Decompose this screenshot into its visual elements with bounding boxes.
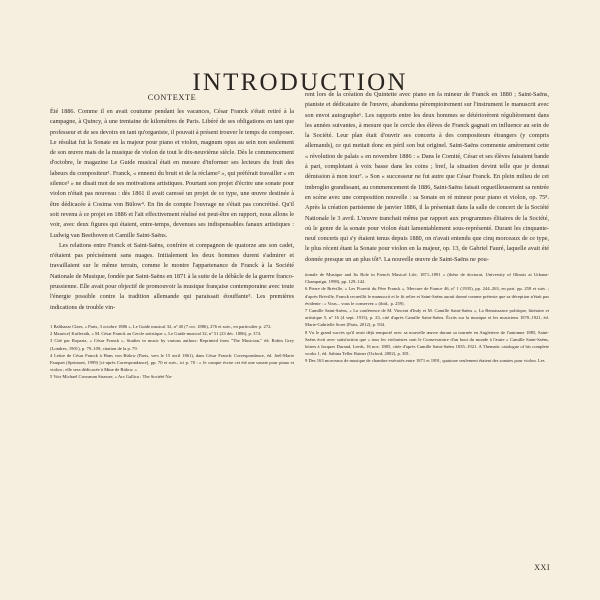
footnote: 2 Maurice] Kufferath, « M. César Franck au Cercle artistique », Le Guide musical 32, nº 51 (23 déc. 1886), p. 374. [50,331,262,337]
page-title: INTRODUCTION [192,68,408,96]
footnotes [305,271,549,365]
footnote: 7 Camille Saint-Saëns, « La conférence de M. Vincent d'Indy et M. Camille Saint-Saëns », La Renaissance politique, littéraire et artistique 5, nº 16 (4 sept. 1915), p. 23, cité d'après Camille Saint-Saëns. Écrits sur la musique et les musiciens 1870–1921, éd. Marie-Gabrielle Soret (Paris, 2012), p. 934. [305,308,549,328]
body-paragraph: Été 1886. Comme il en avait coutume pendant les vacances, César Franck s'était retiré à la campagne, à Quincy, à une trentaine de kilomètres de Paris. Libéré de ses obligations en tant que professeur et de ses devoirs en tant qu'organiste, il pouvait à présent trouver le temps de composer. Le résultat fut la Sonate en la majeur pour piano et violon, magnum opus au sein non seulement de son œuvre mais de la musique de violon de tout le dix-neuvième siècle. Dès le commencement d'octobre, le magazine Le Guide musical était en mesure d'informer ses lecteurs du fruit des labeurs du compositeur¹. Franck, « ennemi du bruit et de la réclame² », qui préférait travailler « en silence³ » ne disait mot de ses motivations artistiques. Pourtant son projet d'écrire une sonate pour violon n'était pas nouveau : dès 1861 il avait caressé un projet de ce type, une œuvre destinée à être dédicacée à Cosima von Bülow⁴. En fin de compte l'ouvrage ne s'était pas concrétisé. Qu'il soit revenu à ce projet en 1886 et l'ait effectivement réalisé est peut-être en rapport, nous allons le voir, avec deux figures qui étaient, entre-temps, devenues ses indispensables fanaux artistiques : Ludwig van Beethoven et Camille Saint-Saëns. [50,108,294,239]
left-column [50,90,294,381]
body-paragraph: Les relations entre Franck et Saint-Saëns, confrère et compagnon de quatorze ans son cadet, n'étaient pas précisément sans nuages. Initialement les deux hommes durent s'admirer et travaillaient sur le même terrain, comme le montre l'appartenance de Franck à la Société Nationale de Musique, fondée par Saint-Saëns en 1871 à la suite de la débâcle de la guerre franco-prussienne. Elle avait pour objectif de promouvoir la musique française contemporaine avec toute l'énergie possible contre la tradition allemande qui paraissait étouffante⁵. Les premières indications de trouble vin- [50,241,294,311]
footnote: 6 Pierre de Bréville, « Les Fioretti du Père Franck », Mercure de France 46, nº 1 (1935), pp. 244–263, en part. pp. 258 et suiv. ; d'après Bréville, Franck recueillit le manuscrit et le fit relier et Saint-Saëns aurait donné comme prétexte que sa déception n'était pas évidente : « Vous... vous le conservez » (ibid., p. 259). [305,286,549,306]
footnote: 5 Voir Michael Crossman Strasser, « Ars Gallica : The Société Na- [50,374,173,380]
section-heading: CONTEXTE [147,93,197,102]
footnote: 4 Lettre de César Franck à Hans von Bülow (Paris, vers le 15 avril 1861), dans César Franck: Correspondance, éd. Joël-Marie Fauquet (Sprimont, 1999) [ci-après Correspondance], pp. 70 et suiv., ici p. 70 : « Je compte écrire cet été une sonate pour piano et violon ; elle sera dédicacée à Mme de Bülow. » [50,352,294,373]
page-number: XXI [534,563,550,572]
body-paragraph: rent lors de la création du Quintette avec piano en fa mineur de Franck en 1880 ; Saint-Saëns, pianiste et dédicataire de l'œuvre, abandonna péremptoirement sur l'instrument le manuscrit avec son envoi autographe⁶. Les rapports entre les deux hommes se détériorèrent régulièrement dans les années suivantes, à mesure que le cercle des élèves de Franck gagnait en influence au sein de la Société. Leur plan était d'ouvrir ses concerts à des compositeurs étrangers (y compris allemands), ce qui mettait donc en péril son but originel. Saint-Saëns commente amèrement cette « révolution de palais » en novembre 1886 : « Dans le Comité, César et ses élèves faisaient bande à part, complotant à voix basse dans les coins ; bref, la situation devint telle que je donnai démission à mon tour⁷. » Son « successeur ne fut autre que César Franck. En plein milieu de cet imbroglio grandissant, au commencement de 1886, Saint-Saëns faisait orgueilleusement sa rentrée en scène avec une composition nouvelle : sa Sonate en ré mineur pour piano et violon, op. 75⁸. Après la création parisienne de janvier 1886, il la présentait dans la salle de concert de la Société Nationale le 3 avril. L'œuvre tranchait même par rapport aux programmes élitaires de la Société, où le genre de la sonate pour violon était lamentablement sous-représenté. Durant les cinquante-neuf concerts qui s'y étaient tenus depuis 1880, on n'avait entendu que cinq morceaux de ce type, le plus récent étant la Sonate pour violon en la majeur, op. 13, de Gabriel Fauré, laquelle avait été donnée presque un an plus tôt⁹. La nouvelle œuvre de Saint-Saëns ne pou- [305,91,549,263]
footnote: tionale de Musique and Its Role in French Musical Life, 1871–1891 » (thèse de doctorat, University of Illinois at Urbana-Champaign, 1998), pp. 129–142. [305,272,549,285]
footnote: 8 Vu le grand succès qu'il avait déjà remporté avec sa nouvelle œuvre durant sa tournée en Angleterre de l'automne 1885, Saint-Saëns écrit avec satisfaction que « tous les violonistes sont le Conservatoire d'un bout du monde à l'autre » Camille Saint-Saëns, lettres à Jacques Durand, Leeds, 16 nov. 1885, citée d'après Camille Saint-Saëns 1835–1921. A Thematic catalogue of his complete works 1, éd. Sabina Teller Ratner (Oxford, 2002), p. 381. [305,329,549,357]
footnote: 9 Des 163 morceaux de musique de chambre exécutés entre 1871 et 1891, quatorze seulement étaient des sonates pour violon. Les [305,358,545,364]
right-column [305,90,549,365]
footnotes [50,323,294,381]
footnote: 3 Cité par Ropartz, « César Franck », Studies in music by various authors: Reprinted from "The Musician," éd. Robin Grey (Londres, 1901), p. 79–109, citation de la p. 79. [50,338,294,351]
footnote: 1 Balthazar Claes, « Paris, 3 octobre 1886 », Le Guide musical 32, nº 40 (7 oct. 1886), 276 et suiv., en particulier p. 272. [50,323,272,329]
